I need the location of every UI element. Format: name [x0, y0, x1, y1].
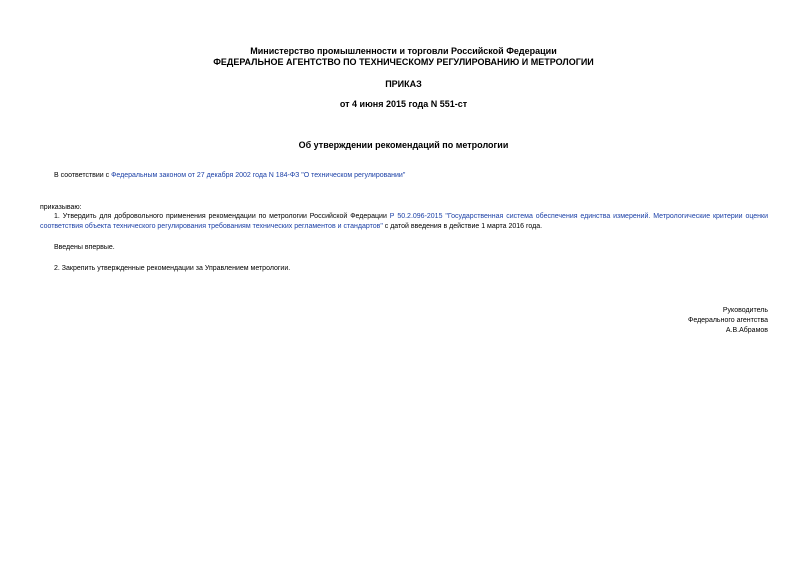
item-2-paragraph: 2. Закрепить утвержденные рекомендации за Управлением метрологии. — [54, 265, 291, 272]
signature-position-line2: Федерального агентства — [688, 317, 768, 324]
preamble-prefix: В соответствии с — [54, 172, 112, 179]
signature-name: А.В.Абрамов — [725, 327, 768, 334]
preamble-paragraph — [54, 171, 405, 181]
document-subject: Об утверждении рекомендаций по метрологии — [298, 140, 509, 150]
recommendation-link[interactable]: Р 50.2.096-2015 "Государственная система обеспечения единства измерений. Метрологические критерии оценки соответствия объекта технического регулирования требованиям технических регламентов и стандартов" — [40, 213, 769, 230]
item-1-suffix: с датой введения в действие 1 марта 2016 года. — [382, 223, 543, 230]
federal-law-link[interactable]: Федеральным законом от 27 декабря 2002 года N 184-ФЗ "О техническом регулировании" — [111, 172, 406, 179]
document-type: ПРИКАЗ — [385, 79, 422, 89]
document-date-number: от 4 июня 2015 года N 551-ст — [339, 99, 468, 109]
item-1-paragraph — [40, 212, 768, 232]
ministry-title: Министерство промышленности и торговли Российской Федерации — [250, 46, 557, 56]
signature-position-line1: Руководитель — [722, 307, 768, 314]
agency-title: ФЕДЕРАЛЬНОЕ АГЕНТСТВО ПО ТЕХНИЧЕСКОМУ РЕГУЛИРОВАНИЮ И МЕТРОЛОГИИ — [213, 57, 594, 67]
introduced-note: Введены впервые. — [54, 244, 115, 251]
item-1-prefix: 1. Утвердить для добровольного применения рекомендации по метрологии Российской Федерации — [54, 213, 390, 220]
order-word: приказываю: — [40, 204, 82, 211]
